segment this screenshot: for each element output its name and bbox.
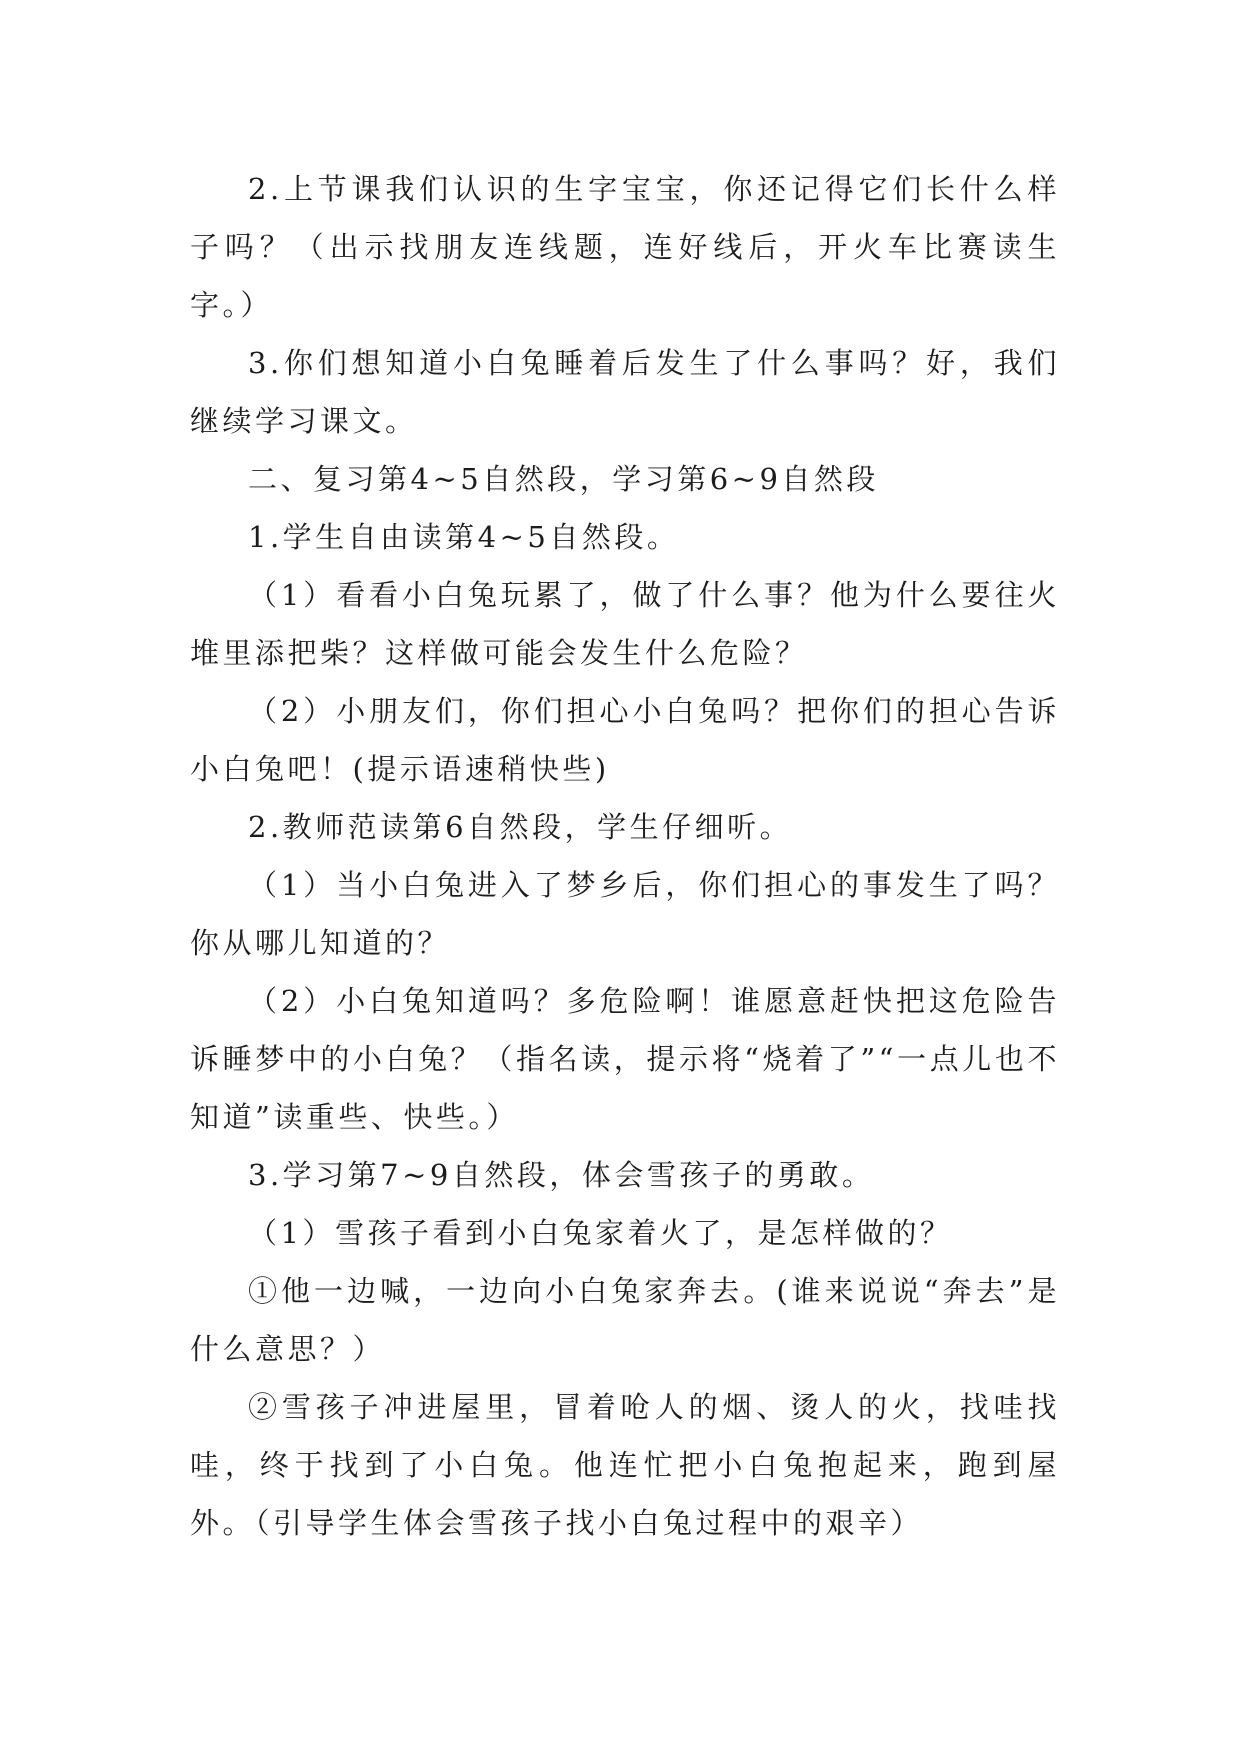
paragraph-dream-question: （1）当小白兔进入了梦乡后，你们担心的事发生了吗？你从哪儿知道的？: [190, 868, 1060, 960]
paragraph-teacher-reading: 2.教师范读第6自然段，学生仔细听。: [248, 810, 793, 844]
document-body: [190, 160, 1060, 1552]
paragraph-study-7-9: 3.学习第7~9自然段，体会雪孩子的勇敢。: [248, 1158, 875, 1192]
paragraph-review-characters: 2.上节课我们认识的生字宝宝，你还记得它们长什么样子吗？（出示找朋友连线题，连好线后，开火车比赛读生字。）: [190, 172, 1060, 322]
paragraph-question-1: （1）看看小白兔玩累了，做了什么事？他为什么要往火堆里添把柴？这样做可能会发生什么危险？: [190, 578, 1060, 670]
paragraph-question-2: （2）小朋友们，你们担心小白兔吗？把你们的担心告诉小白兔吧！(提示语速稍快些): [190, 694, 1060, 786]
paragraph-danger-question: （2）小白兔知道吗？多危险啊！谁愿意赶快把这危险告诉睡梦中的小白兔？（指名读，提示将“烧着了”“一点儿也不知道”读重些、快些。）: [190, 984, 1060, 1134]
paragraph-point-2: ②雪孩子冲进屋里，冒着呛人的烟、烫人的火，找哇找哇，终于找到了小白兔。他连忙把小白兔抱起来，跑到屋外。（引导学生体会雪孩子找小白兔过程中的艰辛）: [190, 1390, 1060, 1540]
section-heading-review: 二、复习第4~5自然段，学习第6~9自然段: [248, 462, 879, 496]
paragraph-point-1: ①他一边喊，一边向小白兔家奔去。(谁来说说“奔去”是什么意思？）: [190, 1274, 1060, 1366]
paragraph-fire-question: （1）雪孩子看到小白兔家着火了，是怎样做的？: [248, 1216, 953, 1250]
paragraph-free-reading: 1.学生自由读第4~5自然段。: [248, 520, 680, 554]
paragraph-continue-lesson: 3.你们想知道小白兔睡着后发生了什么事吗？好，我们继续学习课文。: [190, 346, 1060, 438]
